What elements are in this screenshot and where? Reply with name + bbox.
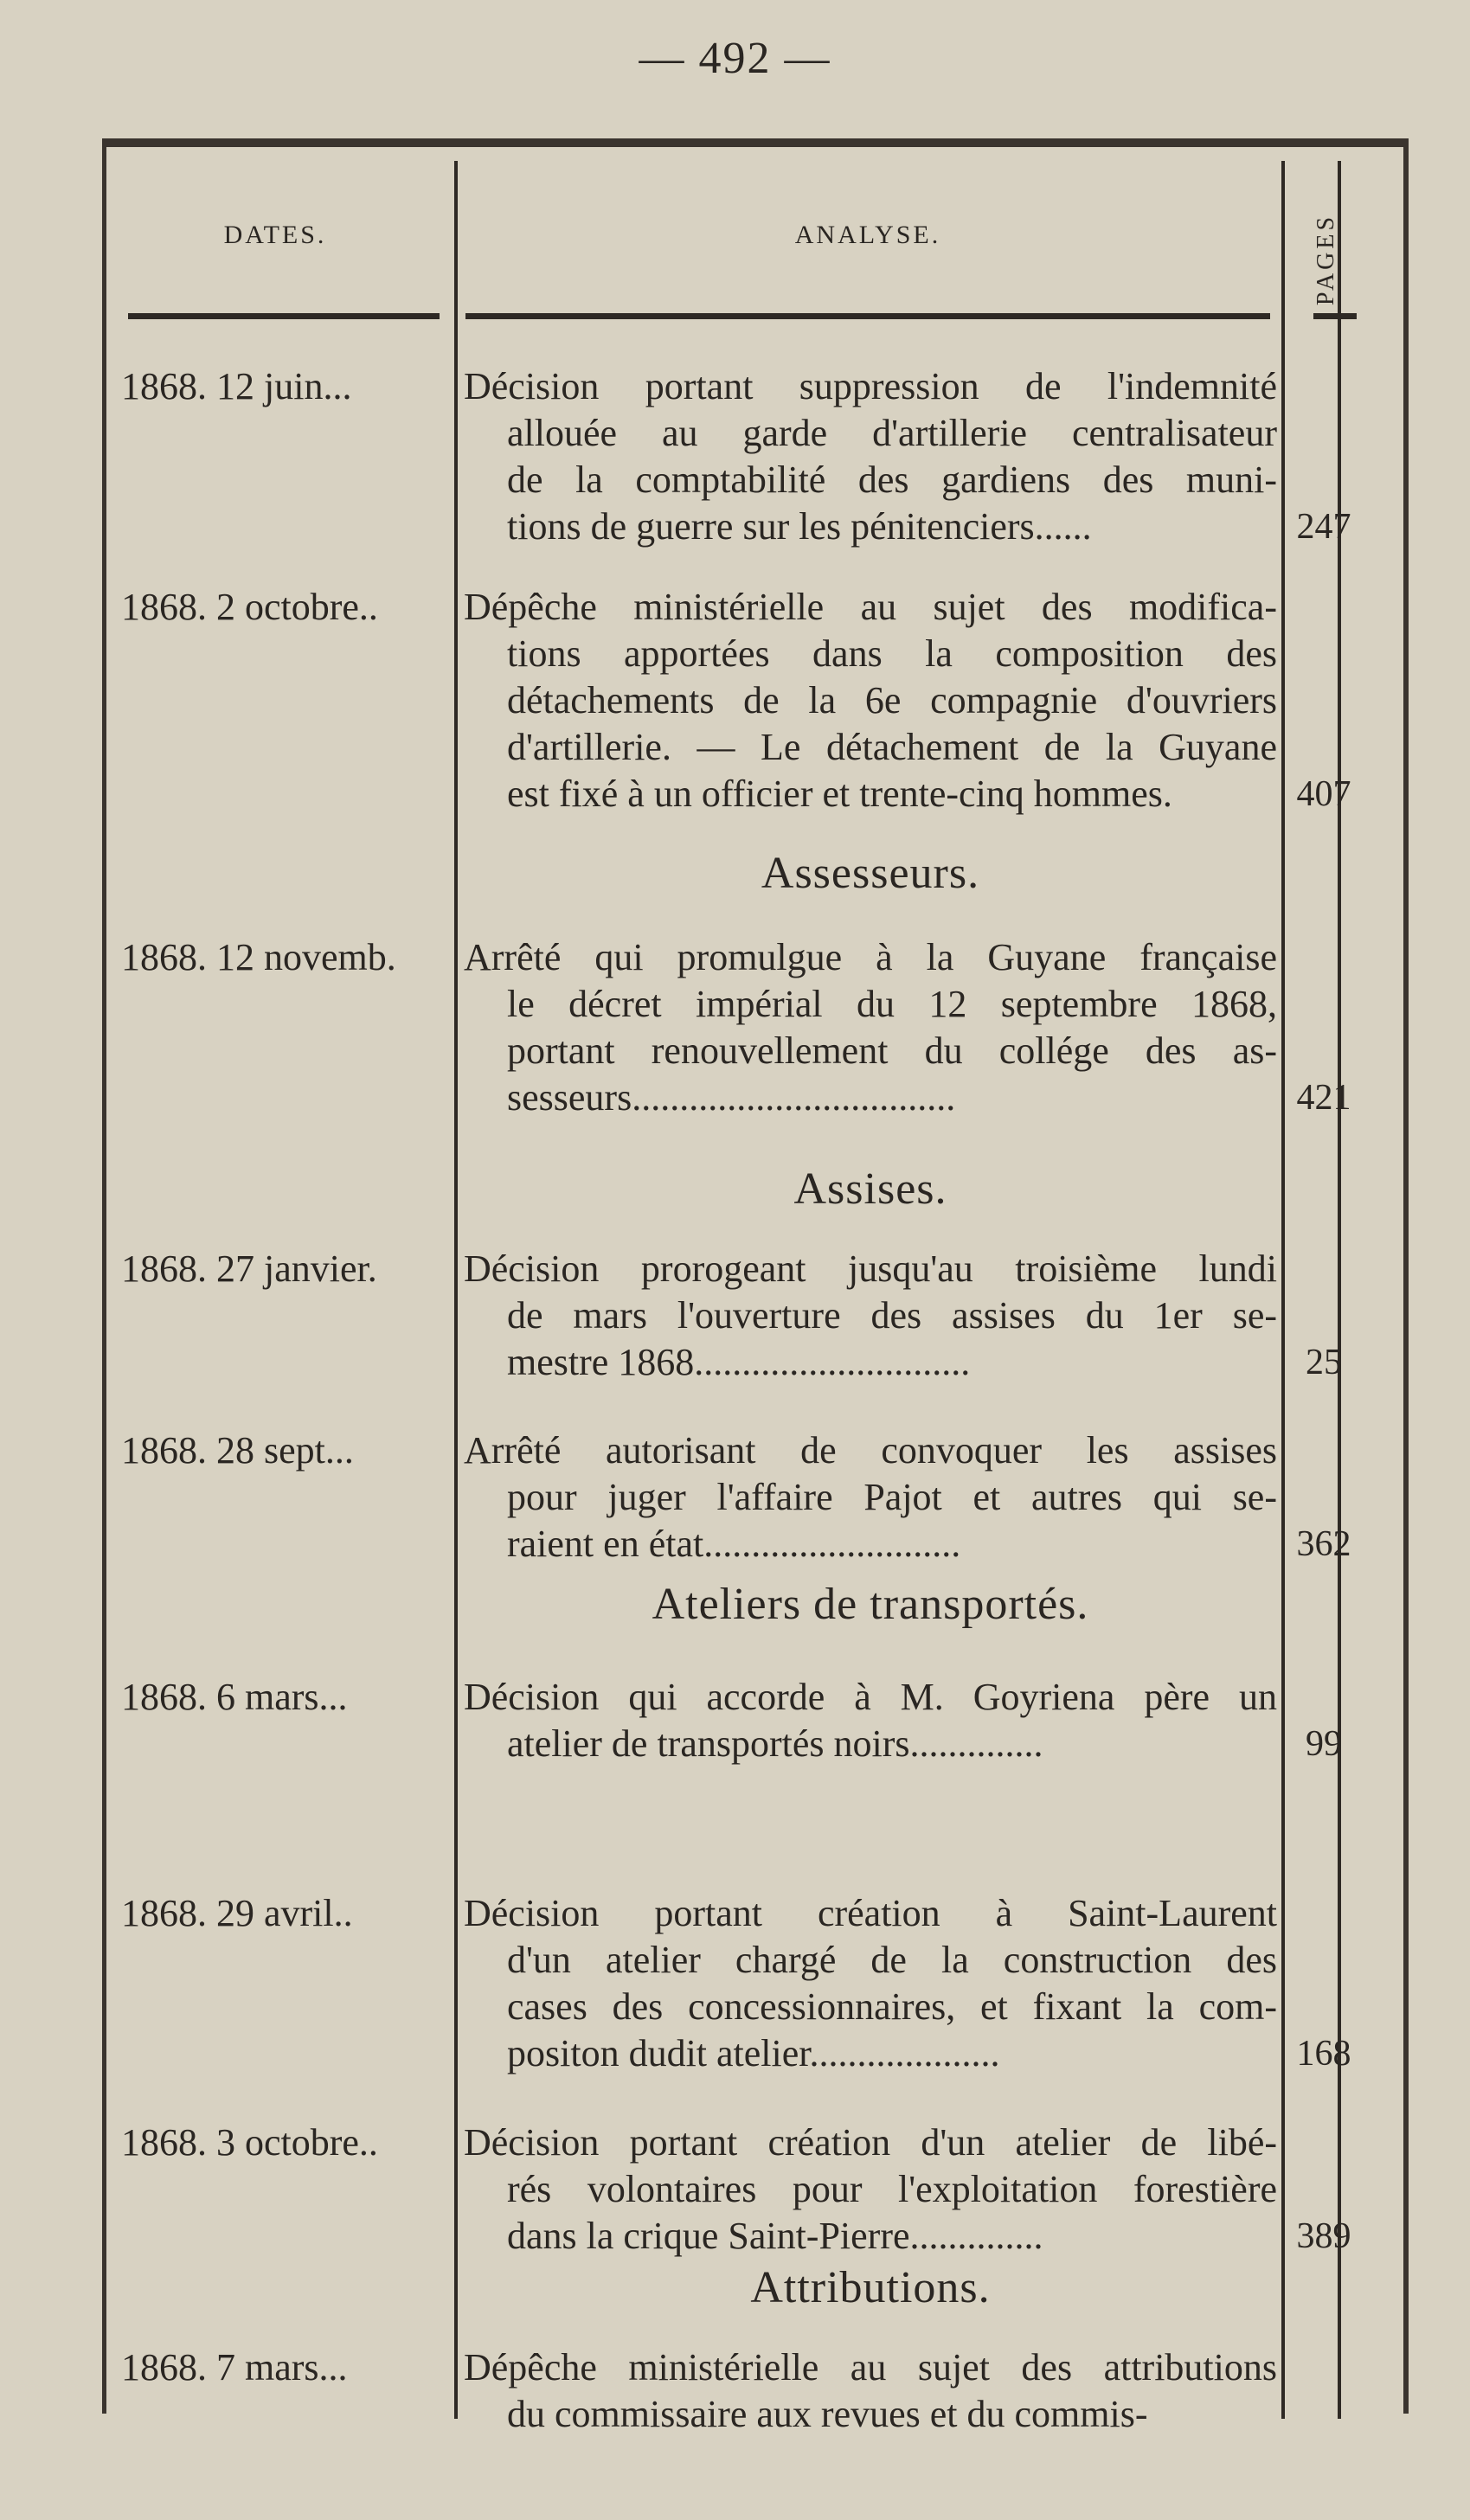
header-dates: DATES. — [223, 221, 327, 249]
entry-date: 1868. 7 mars... — [121, 2346, 348, 2389]
analyse-line: Décision portant suppression de l'indemnité — [464, 365, 1277, 407]
entry-date: 1868. 27 janvier. — [121, 1247, 377, 1290]
header-underline-dates — [128, 313, 440, 319]
header-underline-pages — [1313, 313, 1357, 319]
entry-page-ref: 25 — [1306, 1343, 1342, 1382]
analyse-line: le décret impérial du 12 septembre 1868, — [507, 983, 1277, 1025]
analyse-line: est fixé à un officier et trente-cinq hommes. — [507, 773, 1172, 815]
analyse-line: Dépêche ministérielle au sujet des modifica- — [464, 586, 1277, 628]
entry-page-ref: 407 — [1296, 774, 1351, 814]
entry-analyse — [464, 934, 1277, 1121]
index-table — [102, 138, 1400, 2435]
entry-page-ref: 247 — [1296, 507, 1351, 547]
analyse-line: Arrêté qui promulgue à la Guyane française — [464, 936, 1277, 978]
analyse-line: d'un atelier chargé de la construction des — [507, 1939, 1277, 1981]
page-number: — 492 — — [639, 34, 831, 83]
analyse-line: rés volontaires pour l'exploitation forestière — [507, 2168, 1277, 2210]
analyse-line: Décision qui accorde à M. Goyriena père un — [464, 1676, 1277, 1718]
analyse-line: sesseurs.................................. — [507, 1076, 956, 1119]
header-pages-label: PAGES — [1313, 213, 1339, 306]
column-rule-pages — [1338, 161, 1341, 2419]
top-rule — [102, 138, 1409, 147]
entry-date: 1868. 6 mars... — [121, 1676, 348, 1718]
analyse-line: Décision portant création d'un atelier de libé- — [464, 2121, 1277, 2164]
section-heading: Ateliers de transportés. — [652, 1580, 1089, 1629]
entry-date: 1868. 2 octobre.. — [121, 586, 378, 628]
analyse-line: Décision prorogeant jusqu'au troisième lundi — [464, 1247, 1277, 1290]
column-rule-dates — [454, 161, 458, 2419]
analyse-line: dans la crique Saint-Pierre.............. — [507, 2215, 1043, 2257]
section-heading: Assises. — [793, 1164, 947, 1214]
entry-page-ref: 389 — [1296, 2216, 1351, 2256]
analyse-line: détachements de la 6e compagnie d'ouvriers — [507, 679, 1277, 721]
entry-analyse — [464, 2344, 1277, 2438]
analyse-line: de mars l'ouverture des assises du 1er se- — [507, 1294, 1277, 1337]
analyse-line: d'artillerie. — Le détachement de la Guyane — [507, 726, 1277, 768]
entry-analyse — [464, 1674, 1277, 1767]
entry-analyse — [464, 363, 1277, 550]
entry-analyse — [464, 2119, 1277, 2260]
entry-date: 1868. 28 sept... — [121, 1429, 354, 1472]
analyse-line: de la comptabilité des gardiens des muni- — [507, 458, 1277, 501]
analyse-line: Décision portant création à Saint-Laurent — [464, 1892, 1277, 1934]
analyse-line: pour juger l'affaire Pajot et autres qui se- — [507, 1476, 1277, 1518]
entry-date: 1868. 3 octobre.. — [121, 2121, 378, 2164]
section-heading: Assesseurs. — [761, 849, 980, 898]
entry-analyse — [464, 1246, 1277, 1386]
analyse-line: Dépêche ministérielle au sujet des attributions — [464, 2346, 1277, 2389]
entry-date: 1868. 12 juin... — [121, 365, 352, 407]
analyse-line: du commissaire aux revues et du commis- — [507, 2393, 1148, 2435]
header-underline-analyse — [465, 313, 1270, 319]
entry-date: 1868. 29 avril.. — [121, 1892, 353, 1934]
entry-analyse — [464, 1427, 1277, 1568]
section-heading: Attributions. — [750, 2263, 991, 2312]
entry-page-ref: 362 — [1296, 1524, 1351, 1564]
analyse-line: allouée au garde d'artillerie centralisateur — [507, 412, 1277, 454]
analyse-line: positon dudit atelier.................... — [507, 2032, 1000, 2074]
header-analyse: ANALYSE. — [794, 221, 941, 249]
entry-page-ref: 168 — [1296, 2034, 1351, 2074]
column-rule-analyse — [1281, 161, 1285, 2419]
header-pages — [1279, 190, 1374, 329]
right-rule — [1403, 147, 1409, 2414]
entry-page-ref: 421 — [1296, 1078, 1351, 1118]
entry-analyse — [464, 584, 1277, 818]
analyse-line: atelier de transportés noirs.............. — [507, 1722, 1043, 1765]
analyse-line: tions de guerre sur les pénitenciers...... — [507, 505, 1092, 548]
entry-analyse — [464, 1890, 1277, 2077]
analyse-line: portant renouvellement du collége des as- — [507, 1029, 1277, 1072]
analyse-line: raient en état........................... — [507, 1523, 961, 1565]
analyse-line: Arrêté autorisant de convoquer les assises — [464, 1429, 1277, 1472]
left-rule — [102, 147, 106, 2414]
analyse-line: cases des concessionnaires, et fixant la com- — [507, 1985, 1277, 2028]
analyse-line: mestre 1868............................. — [507, 1341, 971, 1383]
analyse-line: tions apportées dans la composition des — [507, 632, 1277, 675]
entry-page-ref: 99 — [1306, 1724, 1342, 1764]
entry-date: 1868. 12 novemb. — [121, 936, 396, 978]
